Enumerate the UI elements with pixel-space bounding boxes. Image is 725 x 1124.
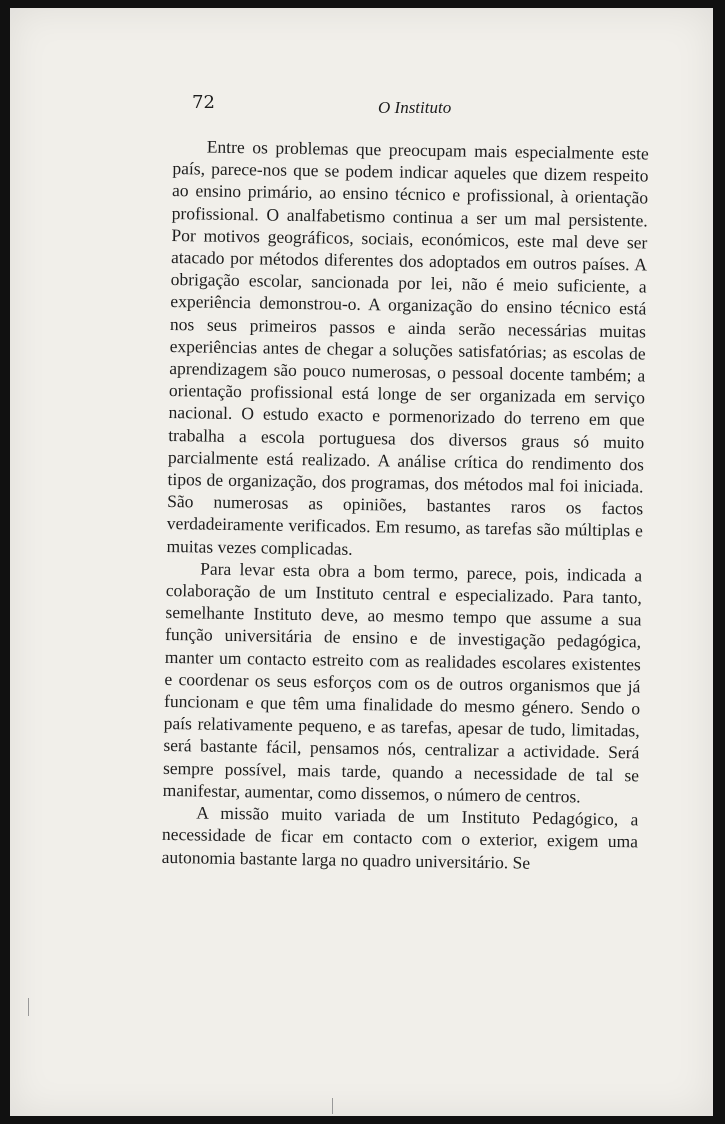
scan-artifact-mark [28,998,29,1016]
paragraph-2: Para levar esta obra a bom termo, parece, pois, indicada a colaboração de um Instituto central e especializado. Para tanto, semelhante Instituto deve, ao mesmo tempo que assume a sua função universitária de ensino e de investigação pedagógica, manter um contacto estreito com as realidades escolares existentes e coordenar os seus esforços com os de outros organismos que já funcionam e que têm uma finalidade do mesmo género. Sendo o país relativamente pequeno, e as tarefas, apesar de tudo, limitadas, será bastante fácil, pensamos nós, centralizar a actividade. Será sempre possível, mais tarde, quando a necessidade de tal se manifestar, aumentar, como dissemos, o número de centros. [162,558,643,807]
scanned-page [10,8,713,1116]
body-text [161,135,648,875]
paragraph-1: Entre os problemas que preocupam mais especialmente este país, parece-nos que se podem indicar aqueles que dizem respeito ao ensino primário, ao ensino técnico e profissional, à orientação profissional. O analfabetismo continua a ser um mal persistente. Por motivos geográficos, sociais, económicos, este mal deve ser atacado por métodos diferentes dos adoptados em outros países. A obrigação escolar, sancionada por lei, não é meio suficiente, a experiência demonstrou-o. A organização do ensino técnico está nos seus primeiros passos e ainda serão necessárias muitas experiências antes de chegar a soluções satisfatórias; as escolas de aprendizagem são pouco numerosas, o pessoal docente também; a orientação profissional está longe de ser organizada em serviço nacional. O estudo exacto e pormenorizado do terreno em que trabalha a escola portuguesa dos diversos graus só muito parcialmente está realizado. A análise crítica do rendimento dos tipos de organização, dos programas, dos métodos mal foi iniciada. São numerosas as opiniões, bastantes raros os factos verdadeiramente verificados. Em resumo, as tarefas são múltiplas e muitas vezes complicadas. [166,136,649,559]
paragraph-3: A missão muito variada de um Instituto Pedagógico, a necessidade de ficar em contacto com o exterior, exigem uma autonomia bastante larga no quadro universitário. Se [161,802,639,873]
page-header [180,92,480,122]
running-title: O Instituto [378,98,452,117]
scan-artifact-mark [332,1098,333,1114]
page-number: 72 [192,92,215,113]
